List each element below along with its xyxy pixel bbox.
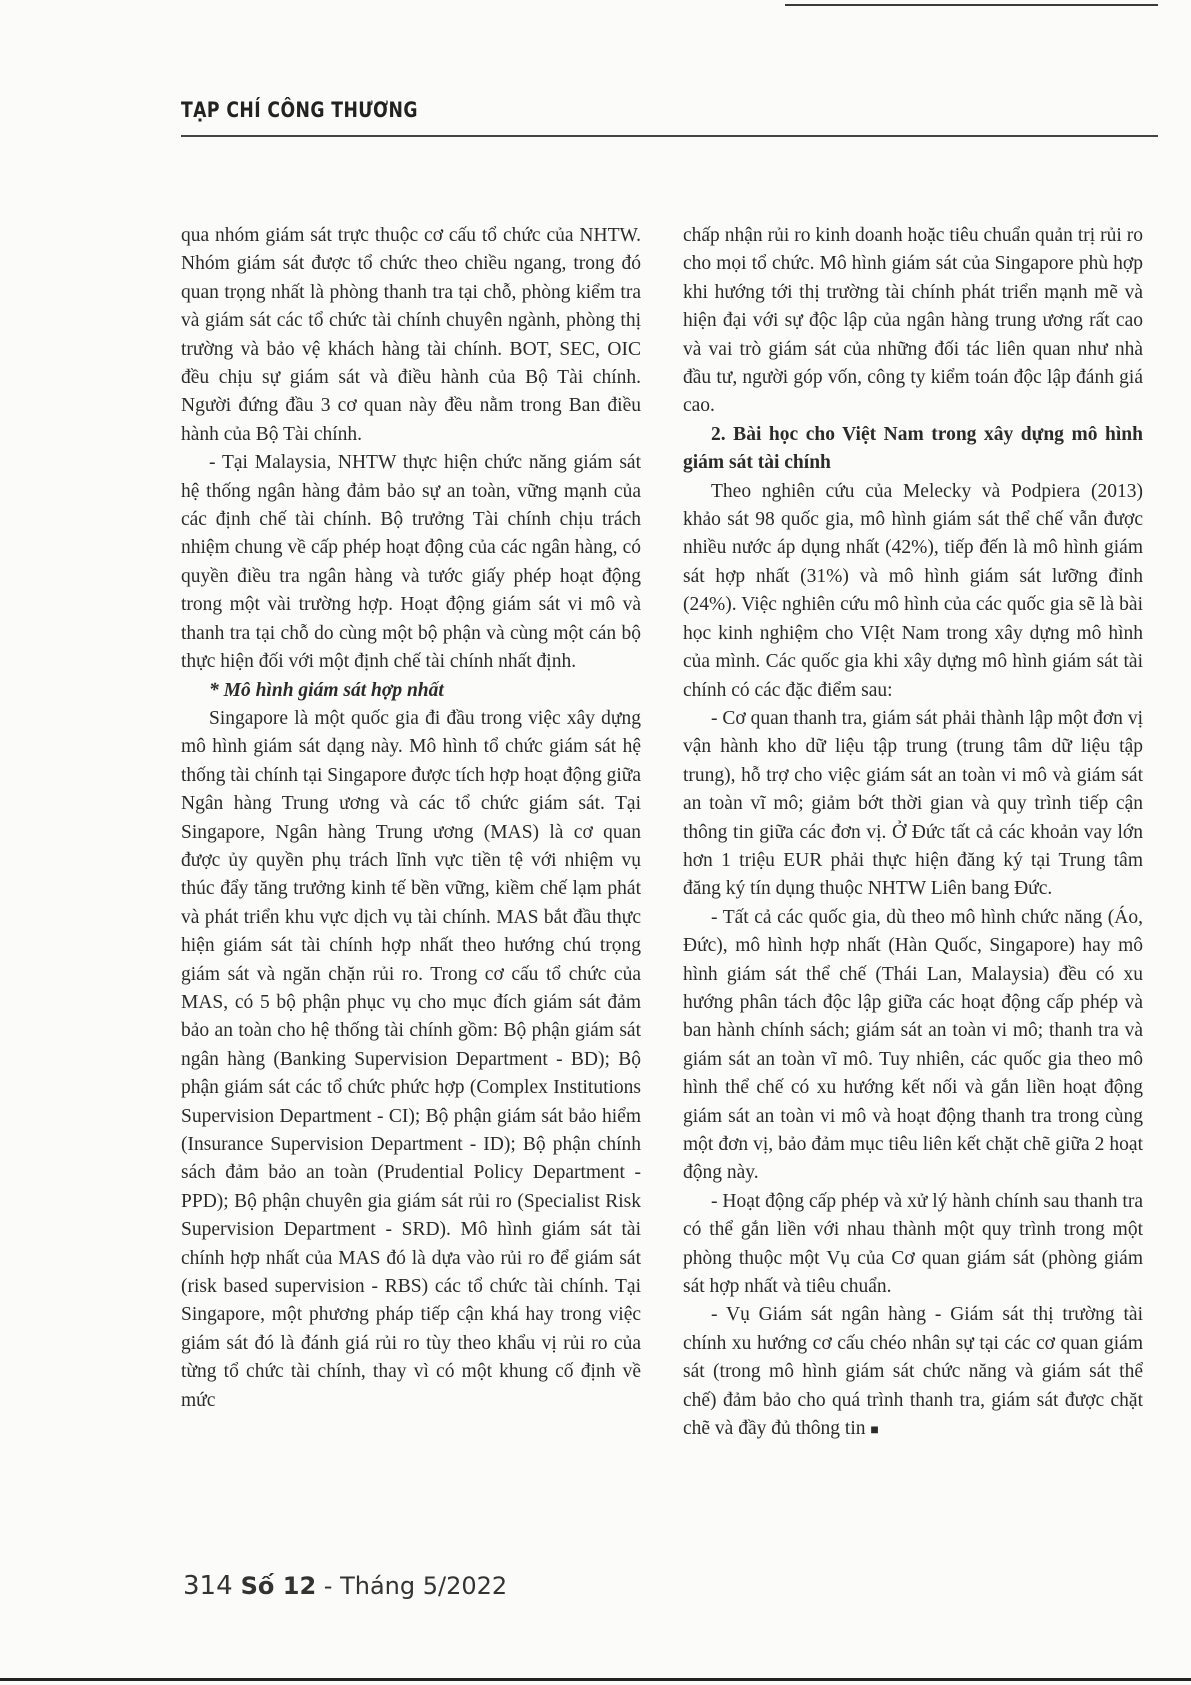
- paragraph: qua nhóm giám sát trực thuộc cơ cấu tổ chức của NHTW. Nhóm giám sát được tổ chức theo chiều ngang, trong đó quan trọng nhất là phòng thanh tra tại chỗ, phòng kiểm tra và giám sát các tổ chức tài chính chuyên ngành, phòng thị trường và bảo vệ khách hàng tài chính. BOT, SEC, OIC đều chịu sự giám sát và điều hành của Bộ Tài chính. Người đứng đầu 3 cơ quan này đều nằm trong Ban điều hành của Bộ Tài chính.: [181, 225, 641, 445]
- issue-date: - Tháng 5/2022: [316, 1572, 508, 1600]
- paragraph: - Cơ quan thanh tra, giám sát phải thành lập một đơn vị vận hành kho dữ liệu tập trung (trung tâm dữ liệu tập trung), hỗ trợ cho việc giám sát an toàn vi mô và giám sát an toàn vĩ mô; giảm bớt thời gian và quy trình tiếp cận thông tin giữa các đơn vị. Ở Đức tất cả các khoản vay lớn hơn 1 triệu EUR phải thực hiện đăng ký tại Trung tâm đăng ký tín dụng thuộc NHTW Liên bang Đức.: [683, 707, 1143, 900]
- journal-title: TẠP CHÍ CÔNG THƯƠNG: [181, 98, 418, 122]
- page-number: 314: [183, 1571, 233, 1601]
- paragraph: Theo nghiên cứu của Melecky và Podpiera (2013) khảo sát 98 quốc gia, mô hình giám sát thể chế vẫn được nhiều nước áp dụng nhất (42%), tiếp đến là mô hình giám sát hợp nhất (31%) và mô hình giám sát lưỡng đỉnh (24%). Việc nghiên cứu mô hình của các quốc gia sẽ là bài học kinh nghiệm cho VIệt Nam trong xây dựng mô hình của mình. Các quốc gia khi xây dựng mô hình giám sát tài chính có các đặc điểm sau:: [683, 480, 1143, 701]
- issue-label: Số 12: [240, 1572, 317, 1600]
- paragraph: Singapore là một quốc gia đi đầu trong việc xây dựng mô hình giám sát dạng này. Mô hình tổ chức giám sát hệ thống tài chính tại Singapore được tích hợp hoạt động giữa Ngân hàng Trung ương và các tổ chức giám sát. Tại Singapore, Ngân hàng Trung ương (MAS) là cơ quan được ủy quyền phụ trách lĩnh vực tiền tệ với nhiệm vụ thúc đẩy tăng trưởng kinh tế bền vững, kiềm chế lạm phát và phát triển khu vực dịch vụ tài chính. MAS bắt đầu thực hiện giám sát tài chính hợp nhất theo hướng chú trọng giám sát và ngăn chặn rủi ro. Trong cơ cấu tổ chức của MAS, có 5 bộ phận phục vụ cho mục đích giám sát đảm bảo an toàn cho hệ thống tài chính gồm: Bộ phận giám sát ngân hàng (Banking Supervision Department - BD); Bộ phận giám sát các tổ chức phức hợp (Complex Institutions Supervision Department - CI); Bộ phận giám sát bảo hiểm (Insurance Supervision Department - ID); Bộ phận chính sách đảm bảo an toàn (Prudential Policy Department - PPD); Bộ phận chuyên gia giám sát rủi ro (Specialist Risk Supervision Department - SRD). Mô hình giám sát tài chính hợp nhất của MAS đó là dựa vào rủi ro để giám sát (risk based supervision - RBS) các tổ chức tài chính. Tại Singapore, một phương pháp tiếp cận khá hay trong việc giám sát đó là đánh giá rủi ro tùy theo khẩu vị rủi ro của từng tổ chức tài chính, thay vì có một khung cố định về mức: [181, 707, 641, 1411]
- paragraph-text: - Vụ Giám sát ngân hàng - Giám sát thị trường tài chính xu hướng cơ cấu chéo nhân sự tại các cơ quan giám sát (trong mô hình giám sát chức năng và giám sát thể chế) đảm bảo cho quá trình thanh tra, giám sát được chặt chẽ và đầy đủ thông tin: [683, 1304, 1143, 1440]
- page-footer: [183, 1571, 507, 1601]
- end-square-icon: ■: [870, 1423, 879, 1439]
- bottom-rule: [0, 1678, 1191, 1681]
- paragraph: chấp nhận rủi ro kinh doanh hoặc tiêu chuẩn quản trị rủi ro cho mọi tổ chức. Mô hình giám sát của Singapore phù hợp khi hướng tới thị trường tài chính phát triển mạnh mẽ và hiện đại với sự độc lập của ngân hàng trung ương rất cao và vai trò giám sát của những đối tác liên quan như nhà đầu tư, người góp vốn, công ty kiểm toán độc lập đánh giá cao.: [683, 225, 1143, 417]
- paragraph: - Tất cả các quốc gia, dù theo mô hình chức năng (Áo, Đức), mô hình hợp nhất (Hàn Quốc, Singapore) hay mô hình giám sát thể chế (Thái Lan, Malaysia) đều có xu hướng phân tách độc lập giữa các hoạt động cấp phép và ban hành chính sách; giám sát an toàn vi mô; thanh tra và giám sát an toàn vĩ mô. Tuy nhiên, các quốc gia theo mô hình thể chế có xu hướng kết nối và gắn liền hoạt động giám sát an toàn vi mô và hoạt động thanh tra trong cùng một đơn vị, bảo đảm mục tiêu liên kết chặt chẽ giữa 2 hoạt động này.: [683, 906, 1143, 1184]
- top-rule: [785, 4, 1158, 6]
- left-column: [181, 222, 641, 1415]
- header-rule: [181, 135, 1158, 137]
- paragraph-last: [683, 1301, 1143, 1445]
- right-column: [683, 222, 1143, 1445]
- paragraph: - Hoạt động cấp phép và xử lý hành chính sau thanh tra có thể gắn liền với nhau thành một quy trình trong một phòng thuộc một Vụ của Cơ quan giám sát (phòng giám sát hợp nhất và tiêu chuẩn.: [683, 1190, 1143, 1298]
- section-subheading: * Mô hình giám sát hợp nhất: [209, 679, 444, 701]
- paragraph: - Tại Malaysia, NHTW thực hiện chức năng giám sát hệ thống ngân hàng đảm bảo sự an toàn, vững mạnh của các định chế tài chính. Bộ trưởng Tài chính chịu trách nhiệm chung về cấp phép hoạt động của các ngân hàng, có quyền điều tra ngân hàng và tước giấy phép hoạt động trong một vài trường hợp. Hoạt động giám sát vi mô và thanh tra tại chỗ do cùng một bộ phận và cùng một cán bộ thực hiện đối với một định chế tài chính nhất định.: [181, 452, 641, 673]
- section-heading: 2. Bài học cho Việt Nam trong xây dựng mô hình giám sát tài chính: [683, 423, 1143, 474]
